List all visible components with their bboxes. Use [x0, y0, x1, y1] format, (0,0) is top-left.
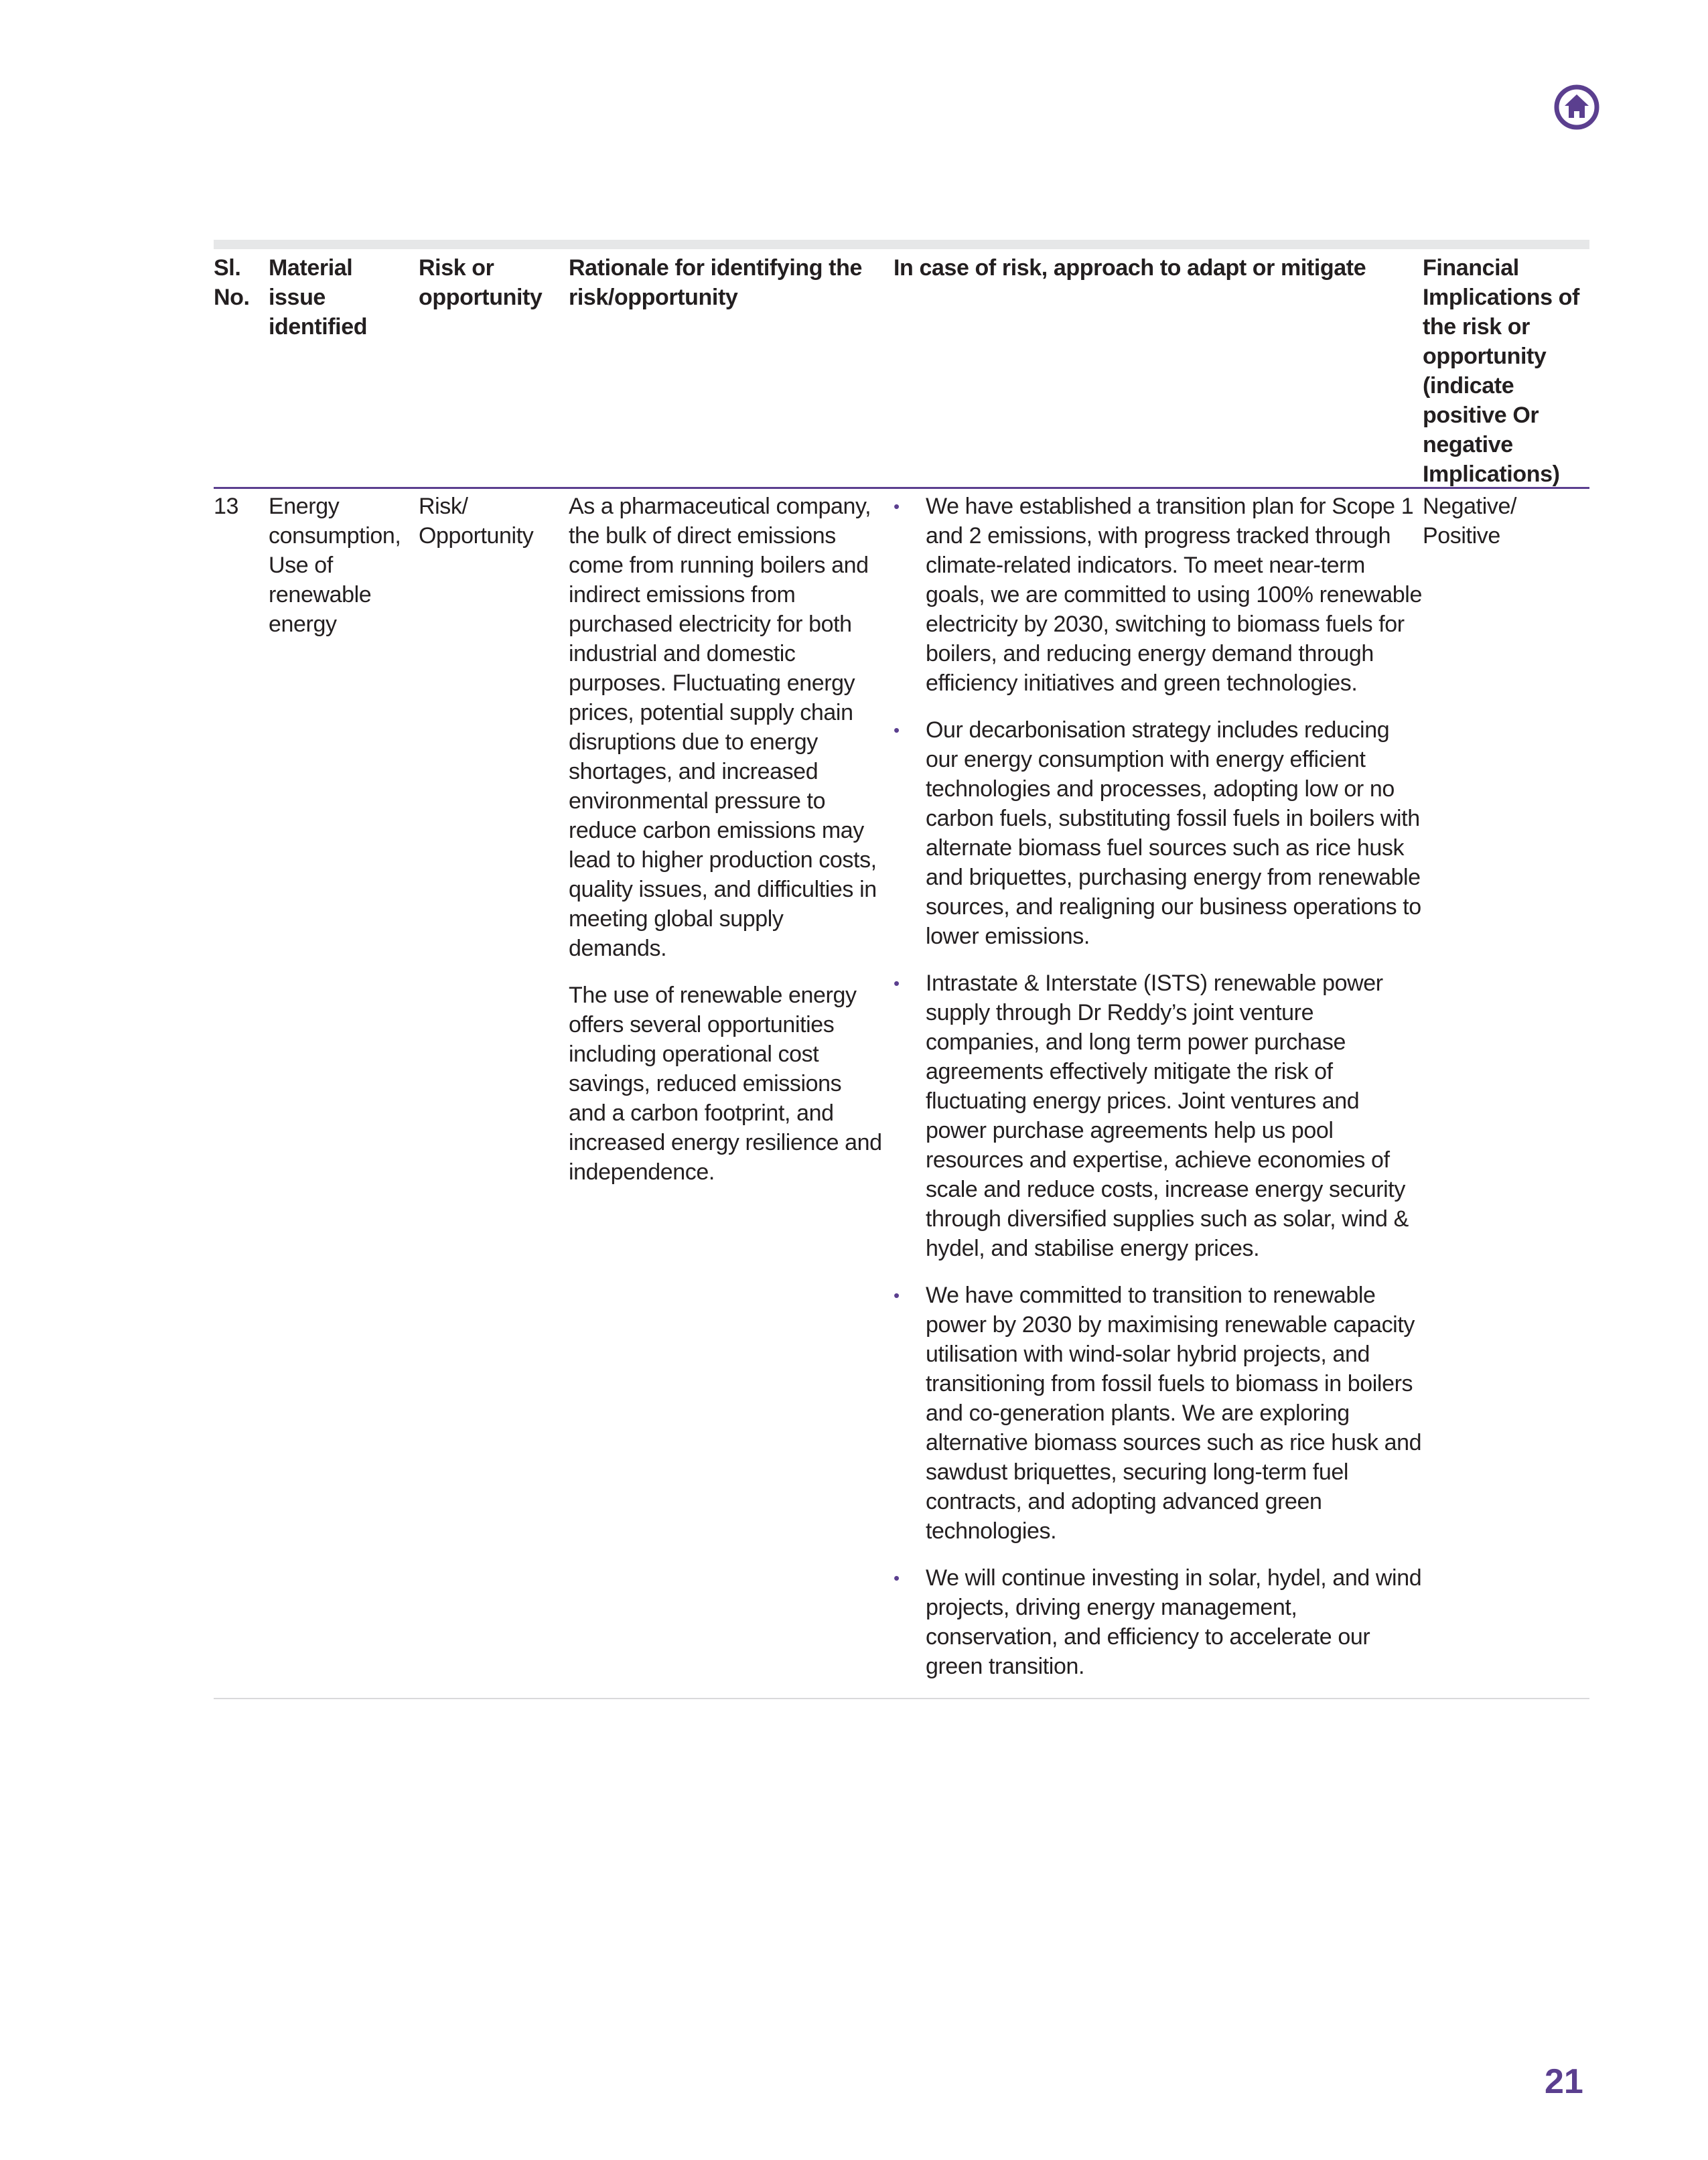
- bullet-text: We have committed to transition to renewable power by 2030 by maximising renewable capacity utilisation with wind-solar hybrid projects, and transitioning from fossil fuels to biomass in boilers and co-generation plants. We are exploring alternative biomass sources such as rice husk and sawdust briquettes, securing long-term fuel contracts, and adopting advanced green technologies.: [926, 1283, 1422, 1544]
- bullet-icon: •: [894, 496, 900, 516]
- rationale-opportunity-paragraph: The use of renewable energy offers several opportunities including operational cost savings, reduced emissions and a carbon footprint, and increased energy resilience and independence.: [569, 983, 882, 1185]
- header-risk-or-opportunity: Risk or opportunity: [419, 255, 543, 310]
- rationale-cell: [569, 492, 883, 1204]
- sl-no-cell: 13: [214, 494, 239, 519]
- page-number: 21: [1545, 2062, 1583, 2101]
- header-sl-no: Sl. No.: [214, 255, 250, 310]
- list-item: [894, 492, 1423, 698]
- bullet-text: We will continue investing in solar, hydel, and wind projects, driving energy management, conservation, and efficiency to accelerate our green transition.: [926, 1565, 1422, 1679]
- list-item: [894, 1563, 1423, 1681]
- approach-cell: [894, 492, 1423, 1699]
- risk-or-opportunity-cell: Risk/ Opportunity: [419, 494, 534, 549]
- financial-implications-cell: Negative/ Positive: [1423, 494, 1517, 549]
- table-header-bar: [214, 240, 1589, 249]
- header-approach: In case of risk, approach to adapt or mitigate: [894, 255, 1366, 281]
- rationale-risk-paragraph: As a pharmaceutical company, the bulk of direct emissions come from running boilers and indirect emissions from purchased electricity for both industrial and domestic purposes. Fluctuating energy prices, potential supply chain disruptions due to energy shortages, and increased environmental pressure to reduce carbon emissions may lead to higher production costs, quality issues, and difficulties in meeting global supply demands.: [569, 494, 877, 961]
- list-item: [894, 715, 1423, 951]
- header-divider: [214, 487, 1589, 489]
- bullet-text: Intrastate & Interstate (ISTS) renewable power supply through Dr Reddy’s joint venture companies, and long term power purchase agreements effectively mitigate the risk of fluctuating energy prices. Joint ventures and power purchase agreements help us pool resources and expertise, achieve economies of scale and reduce costs, increase energy security through diversified supplies such as solar, wind & hydel, and stabilise energy prices.: [926, 970, 1409, 1261]
- table-bottom-divider: [214, 1698, 1589, 1699]
- header-financial-implications: Financial Implications of the risk or opportunity (indicate positive Or negative Implications): [1423, 255, 1579, 487]
- bullet-icon: •: [894, 1285, 900, 1305]
- list-item: [894, 968, 1423, 1263]
- bullet-icon: •: [894, 1568, 900, 1588]
- bullet-icon: •: [894, 720, 900, 740]
- bullet-text: Our decarbonisation strategy includes reducing our energy consumption with energy efficient technologies and processes, adopting low or no carbon fuels, substituting fossil fuels in boilers with alternate biomass fuel sources such as rice husk and briquettes, purchasing energy from renewable sources, and realigning our business operations to lower emissions.: [926, 717, 1421, 949]
- list-item: [894, 1281, 1423, 1546]
- header-material-issue: Material issue identified: [269, 255, 368, 340]
- bullet-text: We have established a transition plan for Scope 1 and 2 emissions, with progress tracked through climate-related indicators. To meet near-term goals, we are committed to using 100% renewable electricity by 2030, switching to biomass fuels for boilers, and reducing energy demand through efficiency initiatives and green technologies.: [926, 494, 1422, 696]
- home-icon[interactable]: [1554, 84, 1599, 130]
- bullet-icon: •: [894, 973, 900, 993]
- material-issue-cell: Energy consumption, Use of renewable energy: [269, 494, 401, 637]
- header-rationale: Rationale for identifying the risk/opportunity: [569, 255, 862, 310]
